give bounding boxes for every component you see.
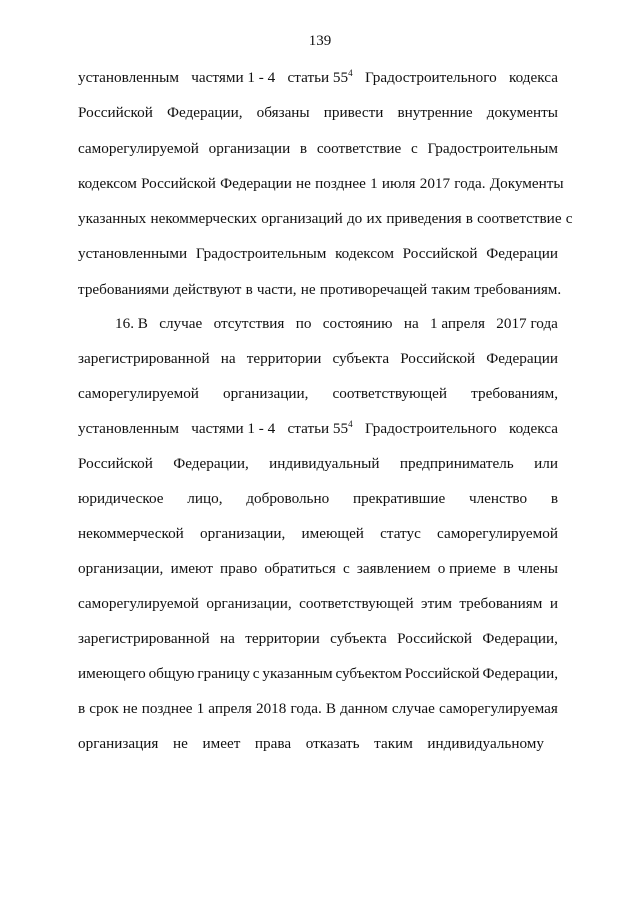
word: саморегулируемая [439,700,558,717]
text-line-5 [78,209,573,229]
text-line-18 [78,664,558,684]
word: зарегистрированной [78,630,210,647]
word: состоянию [322,315,393,332]
word: Градостроительным [427,140,558,157]
word: документы [486,104,558,121]
text-line-19 [78,699,558,719]
word: 2017 [419,175,451,192]
word: территории [245,630,320,647]
word: саморегулируемой [78,595,199,612]
word: статус [380,525,421,542]
word: субъекта [332,350,390,367]
word: членство [468,490,528,507]
word: 2017 года [496,315,558,332]
word: Российской [402,245,478,262]
word: Градостроительного [364,420,497,437]
word: обязаны [256,104,310,121]
word: имеющей [301,525,364,542]
word: на [220,350,236,367]
word: указанным [262,665,333,682]
word: установленными [78,245,188,262]
word: организации, [78,560,164,577]
word: позднее [315,175,366,192]
word: не [296,175,311,192]
word: 1 апреля [430,315,485,332]
word: организации, [223,385,309,402]
word: в [78,700,86,717]
word: зарегистрированной [78,350,210,367]
word: на [403,315,419,332]
word: саморегулируемой [437,525,558,542]
word: лицо, [187,490,223,507]
word: границу [197,665,250,682]
text-line-3 [78,139,558,159]
text-line-1 [78,68,558,89]
word: в [465,210,473,227]
word: саморегулируемой [78,140,199,157]
word: в [550,490,558,507]
word: с [410,140,418,157]
word: кодексом [335,245,394,262]
word: привести [323,104,384,121]
word: права [254,735,292,752]
word: некоммерческих [150,210,258,227]
word: субъектом [335,665,402,682]
text-line-20 [78,734,544,754]
word: Российской [404,665,480,682]
word: общую [148,665,195,682]
text-line-11 [78,419,558,440]
word: года. [290,700,322,717]
text-line-17 [78,629,558,649]
word: Документы [489,175,564,192]
word: соответствующей [332,385,448,402]
word: срок [89,700,119,717]
page-number: 139 [308,33,332,49]
word: предприниматель [399,455,514,472]
word: не [173,735,188,752]
word: соответствие [316,140,402,157]
word: требованиям. [474,281,562,298]
text-line-13 [78,489,558,509]
word: субъекта [330,630,387,647]
text-line-9 [78,349,558,369]
word: о приеме [437,560,497,577]
word: организация [78,735,159,752]
superscript: 4 [348,419,353,429]
word: статьи $55^4$ [287,68,353,86]
word: соответствующей [299,595,414,612]
word: члены [517,560,558,577]
word: в [245,281,253,298]
text-line-4 [78,174,564,194]
superscript: 4 [348,68,353,78]
text-line-10 [78,384,558,404]
word: отказать [305,735,360,752]
word: Градостроительным [195,245,327,262]
word: на [219,630,235,647]
word: Федерации [220,175,292,192]
word: индивидуальный [269,455,380,472]
word: и [549,595,558,612]
word: случае [159,315,203,332]
word: требованиям [459,595,543,612]
word: требованиям, [471,385,558,402]
text-line-12 [78,454,558,474]
word: их [366,210,383,227]
word: саморегулируемой [78,385,199,402]
word: юридическое [78,490,164,507]
word: в [503,560,511,577]
text-line-15 [78,559,558,579]
text-line-16 [78,594,558,614]
word: по [295,315,312,332]
word: соответствие [477,210,562,227]
word: кодекса [509,69,558,86]
word: установленным [78,69,179,86]
word: Федерации, [173,455,249,472]
word: 16. В [115,315,148,332]
word: имеющего [78,665,146,682]
word: Федерации, [166,104,243,121]
word: статьи $55^4$ [287,419,353,437]
word: право [220,560,258,577]
word: приведения [386,210,462,227]
word: с [565,210,573,227]
word: организации [208,140,291,157]
word: противоречащей [319,281,428,298]
word: 1 [370,175,378,192]
word: внутренние [397,104,473,121]
word: Федерации, [482,630,558,647]
word: указанных [78,210,147,227]
word: июля [381,175,416,192]
word: таким [374,735,413,752]
word: В [325,700,336,717]
word: отсутствия [213,315,285,332]
word: частями 1 - 4 [191,420,276,437]
word: с [342,560,350,577]
word: данном [340,700,388,717]
word: добровольно [246,490,330,507]
word: установленным [78,420,179,437]
word: до [346,210,363,227]
word: в [299,140,308,157]
word: частями 1 - 4 [191,69,276,86]
word: организаций [261,210,343,227]
word: Градостроительного [364,69,497,86]
word: территории [246,350,322,367]
text-line-6 [78,244,558,264]
text-line-7 [78,280,562,300]
word: имеют [170,560,213,577]
word: Российской [397,630,473,647]
word: Российской [400,350,476,367]
text-line-2 [78,103,558,123]
word: этим [421,595,452,612]
word: не [122,700,138,717]
word: некоммерческой [78,525,184,542]
word: Федерации, [482,665,558,682]
word: требованиями [78,281,170,298]
word: не [300,281,316,298]
word: действуют [173,281,242,298]
word: имеет [202,735,241,752]
word: кодекса [509,420,558,437]
word: обратиться [264,560,336,577]
word: или [534,455,558,472]
word: индивидуальному [427,735,544,752]
word: Российской [78,455,153,472]
word: Федерации [486,245,558,262]
word: организации, [206,595,292,612]
word: прекратившие [352,490,446,507]
word: части, [256,281,297,298]
word: позднее [141,700,193,717]
word: Российской [78,104,153,121]
word: случае [391,700,435,717]
word: организации, [200,525,286,542]
word: года. [454,175,486,192]
word: заявлением [356,560,431,577]
word: Федерации [486,350,558,367]
word: Российской [141,175,216,192]
text-line-14 [78,524,558,544]
word: 1 [196,700,205,717]
word: 2018 [255,700,287,717]
word: апреля [208,700,252,717]
word: кодексом [78,175,137,192]
text-line-8 [115,314,558,334]
word: с [252,665,260,682]
word: таким [431,281,471,298]
